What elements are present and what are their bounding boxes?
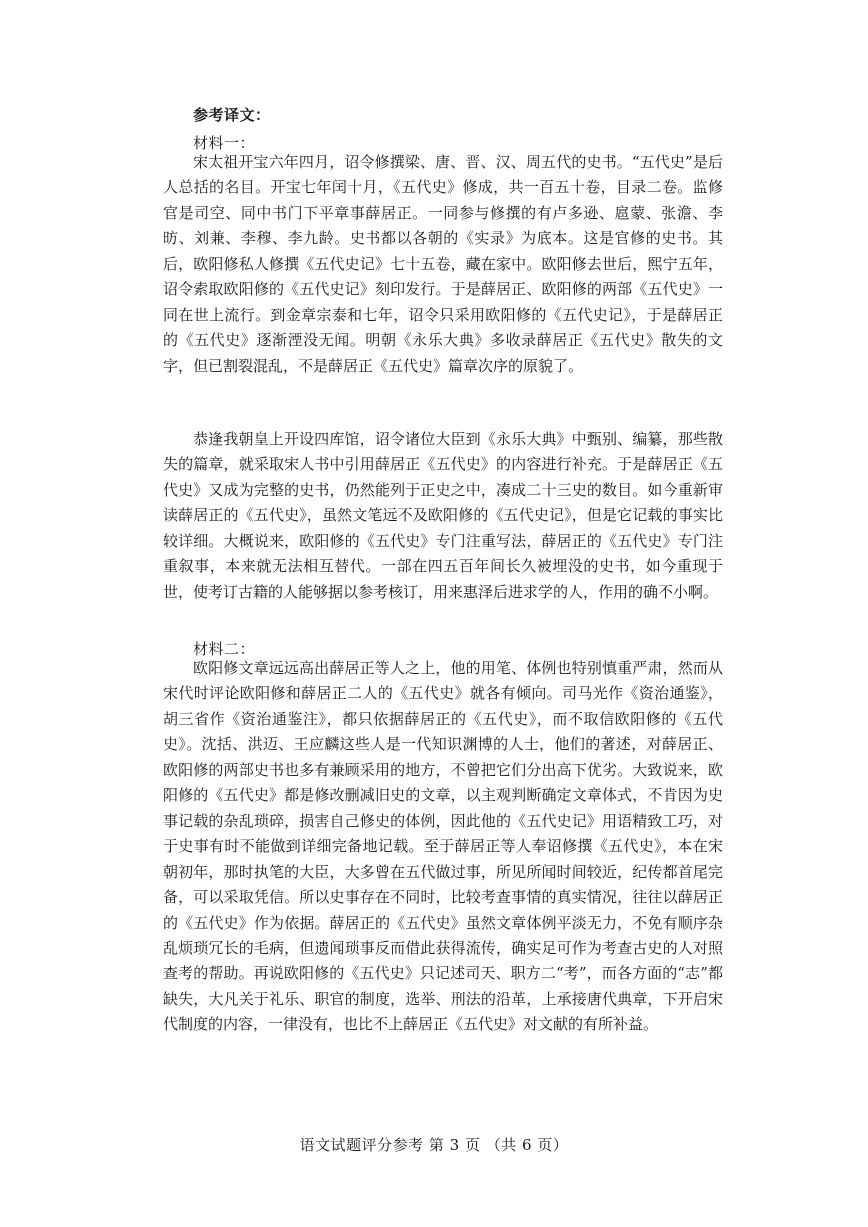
translation-heading: 参考译文：: [193, 106, 271, 124]
material-one-paragraph-2: 恭逢我朝皇上开设四库馆，诏令诸位大臣到《永乐大典》中甄别、编纂，那些散失的篇章，就采取宋人书中引用薛居正《五代史》的内容进行补充。于是薛居正《五代史》又成为完整的史书，仍然能列于正史之中，凑成二十三史的数目。如今重新审读薛居正的《五代史》，虽然文笔远不及欧阳修的《五代史记》，但是它记载的事实比较详细。大概说来，欧阳修的《五代史》专门注重写法，薛居正的《五代史》专门注重叙事，本来就无法相互替代。一部在四五百年间长久被埋没的史书，如今重现于世，使考订古籍的人能够据以参考核订，用来惠泽后进求学的人，作用的确不小啊。: [163, 430, 723, 601]
material-two-label: 材料二：: [193, 640, 256, 658]
material-one-label: 材料一：: [193, 134, 256, 152]
material-one-paragraph-1: 宋太祖开宝六年四月，诏令修撰梁、唐、晋、汉、周五代的史书。“五代史”是后人总括的名目。开宝七年闰十月，《五代史》修成，共一百五十卷，目录二卷。监修官是司空、同中书门下平章事薛居正。一同参与修撰的有卢多逊、扈蒙、张澹、李昉、刘兼、李穆、李九龄。史书都以各朝的《实录》为底本。这是官修的史书。其后，欧阳修私人修撰《五代史记》七十五卷，藏在家中。欧阳修去世后，熙宁五年，诏令索取欧阳修的《五代史记》刻印发行。于是薛居正、欧阳修的两部《五代史》一同在世上流行。到金章宗泰和七年，诏令只采用欧阳修的《五代史记》，于是薛居正的《五代史》逐渐湮没无闻。明朝《永乐大典》多收录薛居正《五代史》散失的文字，但已割裂混乱，不是薛居正《五代史》篇章次序的原貌了。: [163, 153, 723, 375]
material-two-paragraph-1: 欧阳修文章远远高出薛居正等人之上，他的用笔、体例也特别慎重严肃，然而从宋代时评论欧阳修和薛居正二人的《五代史》就各有倾向。司马光作《资治通鉴》，胡三省作《资治通鉴注》，都只依据薛居正的《五代史》，而不取信欧阳修的《五代史》。沈括、洪迈、王应麟这些人是一代知识渊博的人士，他们的著述，对薛居正、欧阳修的两部史书也多有兼顾采用的地方，不曾把它们分出高下优劣。大致说来，欧阳修的《五代史》都是修改删减旧史的文章，以主观判断确定文章体式，不肯因为史事记载的杂乱琐碎，损害自己修史的体例，因此他的《五代史记》用语精致工巧，对于史事有时不能做到详细完备地记载。至于薛居正等人奉诏修撰《五代史》，本在宋朝初年，那时执笔的大臣，大多曾在五代做过事，所见所闻时间较近，纪传都首尾完备，可以采取凭信。所以史事存在不同时，比较考查事情的真实情况，往往以薛居正的《五代史》作为依据。薛居正的《五代史》虽然文章体例平淡无力，不免有顺序杂乱烦琐冗长的毛病，但遗闻琐事反而借此获得流传，确实足可作为考查古史的人对照查考的帮助。再说欧阳修的《五代史》只记述司天、职方二“考”，而各方面的“志”都缺失，大凡关于礼乐、职官的制度，选举、刑法的沿革，上承接唐代典章，下开启宋代制度的内容，一律没有，也比不上薛居正《五代史》对文献的有所补益。: [163, 659, 723, 1034]
page-footer: 语文试题评分参考 第 3 页 （共 6 页）: [299, 1136, 569, 1154]
